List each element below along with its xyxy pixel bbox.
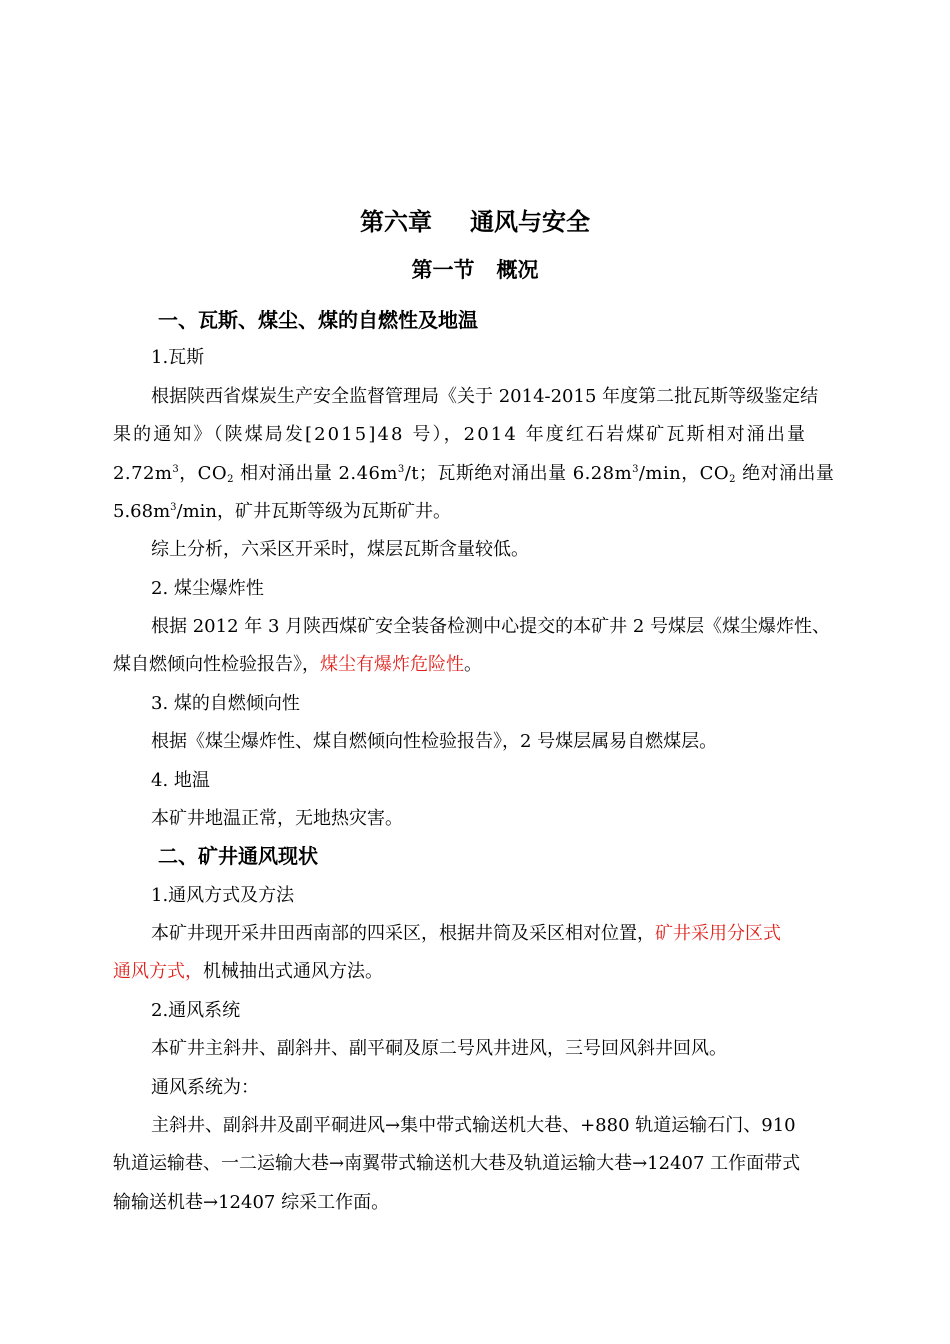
text-run: /min，矿井瓦斯等级为瓦斯矿井。 (176, 501, 452, 522)
system-label: 2.通风系统 (151, 1000, 241, 1021)
text-run: /min，CO (638, 463, 730, 484)
method-paragraph-line-2 (113, 959, 383, 985)
method-label: 1.通风方式及方法 (151, 885, 295, 906)
gas-paragraph-line-1: 根据陕西省煤炭生产安全监督管理局《关于 2014-2015 年度第二批瓦斯等级鉴定结 (151, 386, 819, 407)
system-paragraph-line-2: 通风系统为： (151, 1077, 259, 1098)
superscript: 3 (397, 464, 405, 475)
system-paragraph-line-3: 主斜井、副斜井及副平硐进风→集中带式输送机大巷、+880 轨道运输石门、910 (151, 1115, 796, 1136)
dust-paragraph-line-1: 根据 2012 年 3 月陕西煤矿安全装备检测中心提交的本矿井 2 号煤层《煤尘爆炸性、 (151, 616, 831, 637)
text-run: /t；瓦斯绝对涌出量 6.28m (404, 463, 633, 484)
superscript: 3 (170, 502, 177, 513)
text-run: 5.68m (113, 501, 171, 522)
gas-label: 1.瓦斯 (151, 347, 205, 368)
system-paragraph-line-5: 输输送机巷→12407 综采工作面。 (113, 1192, 390, 1213)
text-run: 相对涌出量 2.46m (233, 463, 398, 484)
text-run: 。 (464, 654, 482, 675)
system-paragraph-line-4: 轨道运输巷、一二运输大巷→南翼带式输送机大巷及轨道运输大巷→12407 工作面带式 (113, 1153, 801, 1174)
superscript: 3 (172, 464, 180, 475)
selfignite-label: 3. 煤的自燃倾向性 (151, 693, 300, 714)
subscript: 2 (227, 474, 234, 485)
highlighted-text: 煤尘有爆炸危险性 (320, 654, 464, 675)
text-run: 本矿井现开采井田西南部的四采区，根据井筒及采区相对位置， (151, 923, 655, 944)
dust-label: 2. 煤尘爆炸性 (151, 578, 264, 599)
method-paragraph-line-1 (151, 921, 781, 947)
text-run: 2.72m (113, 463, 173, 484)
dust-paragraph-line-2 (113, 652, 482, 678)
text-run: 机械抽出式通风方法。 (203, 961, 383, 982)
text-run: 绝对涌出量 (735, 463, 835, 484)
chapter-name: 通风与安全 (470, 208, 590, 236)
gas-summary: 综上分析，六采区开采时，煤层瓦斯含量较低。 (151, 539, 529, 560)
highlighted-text: 通风方式， (113, 961, 203, 982)
system-paragraph-line-1: 本矿井主斜井、副斜井、副平硐及原二号风井进风，三号回风斜井回风。 (151, 1038, 727, 1059)
gas-paragraph-line-2: 果的通知》（陕煤局发[2015]48 号），2014 年度红石岩煤矿瓦斯相对涌出量 (113, 424, 808, 445)
chapter-number: 第六章 (360, 208, 432, 236)
temp-paragraph: 本矿井地温正常，无地热灾害。 (151, 808, 403, 829)
gas-paragraph-line-4 (113, 499, 451, 525)
subscript: 2 (729, 474, 736, 485)
section-title (0, 254, 950, 286)
text-run: ，CO (179, 463, 228, 484)
chapter-title (0, 204, 950, 240)
selfignite-paragraph: 根据《煤尘爆炸性、煤自燃倾向性检验报告》，2 号煤层属易自燃煤层。 (151, 731, 718, 752)
gas-paragraph-line-3 (113, 461, 834, 487)
heading-ventilation-status: 二、矿井通风现状 (158, 844, 318, 868)
text-run: 煤自燃倾向性检验报告》， (113, 654, 320, 675)
section-name: 概况 (496, 258, 539, 282)
highlighted-text: 矿井采用分区式 (655, 923, 781, 944)
section-number: 第一节 (411, 258, 475, 282)
superscript: 3 (632, 464, 639, 475)
temp-label: 4. 地温 (151, 770, 210, 791)
heading-gas-dust-temp: 一、瓦斯、煤尘、煤的自燃性及地温 (158, 308, 478, 332)
